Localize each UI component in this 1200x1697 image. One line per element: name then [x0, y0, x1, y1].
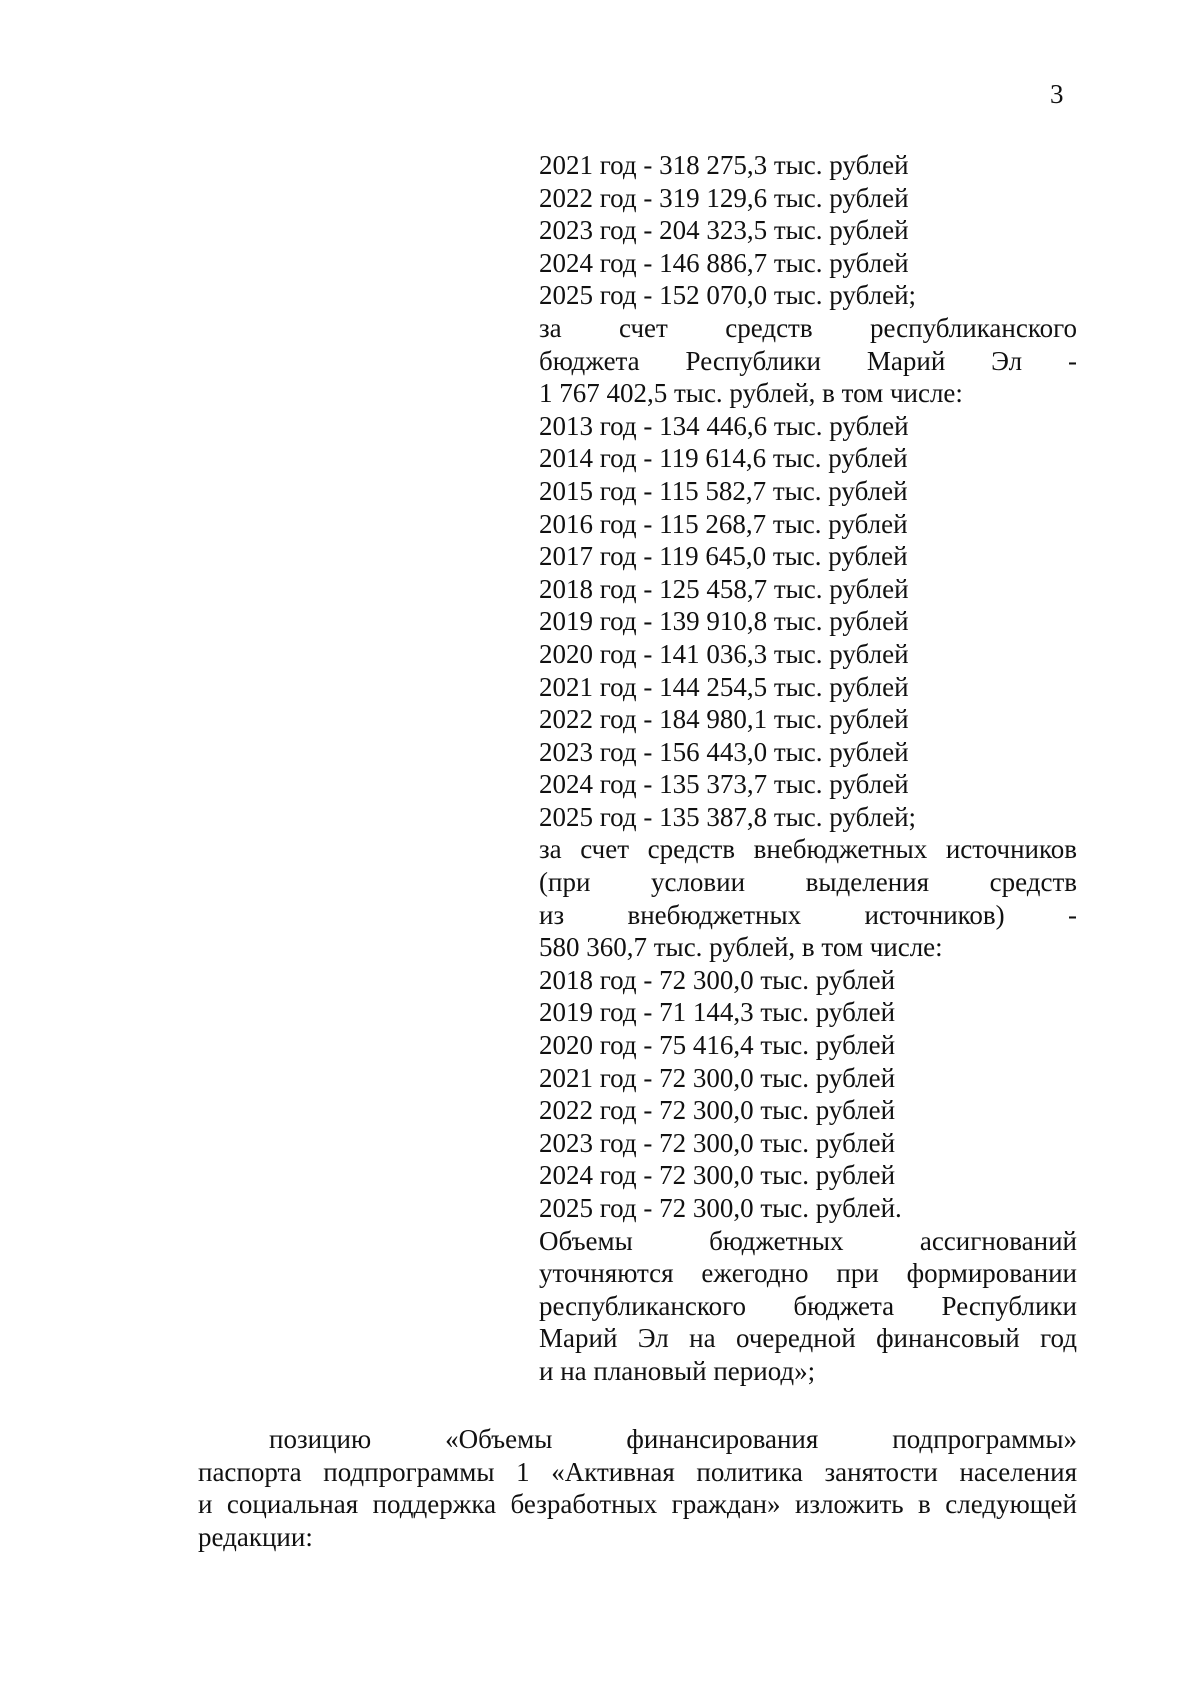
extra-budget-line: 2018 год - 72 300,0 тыс. рублей — [539, 964, 896, 995]
republic-budget-line: 2022 год - 184 980,1 тыс. рублей — [539, 704, 909, 735]
extra-budget-line: 2023 год - 72 300,0 тыс. рублей — [539, 1127, 896, 1158]
extra-budget-line: 2022 год - 72 300,0 тыс. рублей — [539, 1095, 896, 1126]
budget-line: 2024 год - 146 886,7 тыс. рублей — [539, 247, 909, 278]
extra-budget-line: 2025 год - 72 300,0 тыс. рублей. — [539, 1193, 902, 1223]
extra-budget-intro: за счет средств внебюджетных источников — [539, 834, 1077, 865]
allocation-note: уточняются ежегодно при формировании — [539, 1258, 1077, 1289]
extra-budget-intro: из внебюджетных источников) - — [539, 899, 1077, 930]
republic-budget-line: 2016 год - 115 268,7 тыс. рублей — [539, 508, 908, 539]
paragraph-line: и социальная поддержка безработных граждан» изложить в следующей — [198, 1489, 1077, 1520]
republic-budget-line: 2021 год - 144 254,5 тыс. рублей — [539, 671, 909, 702]
republic-budget-line: 2018 год - 125 458,7 тыс. рублей — [539, 573, 909, 604]
extra-budget-line: 2024 год - 72 300,0 тыс. рублей — [539, 1160, 896, 1191]
republic-budget-total: 1 767 402,5 тыс. рублей, в том числе: — [539, 378, 963, 409]
paragraph-line: редакции: — [198, 1521, 313, 1552]
allocation-note: Марий Эл на очередной финансовый год — [539, 1323, 1077, 1354]
republic-budget-line: 2015 год - 115 582,7 тыс. рублей — [539, 475, 908, 506]
amendment-paragraph — [198, 1423, 1077, 1553]
republic-budget-line: 2023 год - 156 443,0 тыс. рублей — [539, 736, 909, 767]
republic-budget-line: 2025 год - 135 387,8 тыс. рублей; — [539, 801, 917, 832]
republic-budget-intro: бюджета Республики Марий Эл - — [539, 345, 1077, 376]
budget-line: 2023 год - 204 323,5 тыс. рублей — [539, 215, 909, 246]
budget-line: 2021 год - 318 275,3 тыс. рублей — [539, 150, 909, 180]
republic-budget-line: 2024 год - 135 373,7 тыс. рублей — [539, 769, 909, 800]
extra-budget-line: 2020 год - 75 416,4 тыс. рублей — [539, 1030, 896, 1061]
republic-budget-line: 2020 год - 141 036,3 тыс. рублей — [539, 638, 909, 669]
extra-budget-total: 580 360,7 тыс. рублей, в том числе: — [539, 932, 943, 963]
republic-budget-line: 2013 год - 134 446,6 тыс. рублей — [539, 410, 909, 441]
budget-line: 2022 год - 319 129,6 тыс. рублей — [539, 182, 909, 213]
republic-budget-line: 2014 год - 119 614,6 тыс. рублей — [539, 443, 908, 474]
allocation-note: Объемы бюджетных ассигнований — [539, 1225, 1077, 1256]
paragraph-line: позицию «Объемы финансирования подпрограммы» — [269, 1424, 1077, 1454]
allocation-note: и на плановый период»; — [539, 1355, 816, 1386]
republic-budget-line: 2017 год - 119 645,0 тыс. рублей — [539, 541, 908, 572]
paragraph-line: паспорта подпрограммы 1 «Активная политика занятости населения — [198, 1456, 1077, 1487]
republic-budget-intro: за счет средств республиканского — [539, 312, 1077, 343]
budget-volumes-column — [539, 149, 1077, 1388]
extra-budget-intro: (при условии выделения средств — [539, 867, 1077, 898]
extra-budget-line: 2021 год - 72 300,0 тыс. рублей — [539, 1062, 896, 1093]
republic-budget-line: 2019 год - 139 910,8 тыс. рублей — [539, 606, 909, 637]
budget-line: 2025 год - 152 070,0 тыс. рублей; — [539, 280, 917, 311]
extra-budget-line: 2019 год - 71 144,3 тыс. рублей — [539, 997, 896, 1028]
allocation-note: республиканского бюджета Республики — [539, 1290, 1077, 1321]
page-number: 3 — [1050, 79, 1064, 109]
